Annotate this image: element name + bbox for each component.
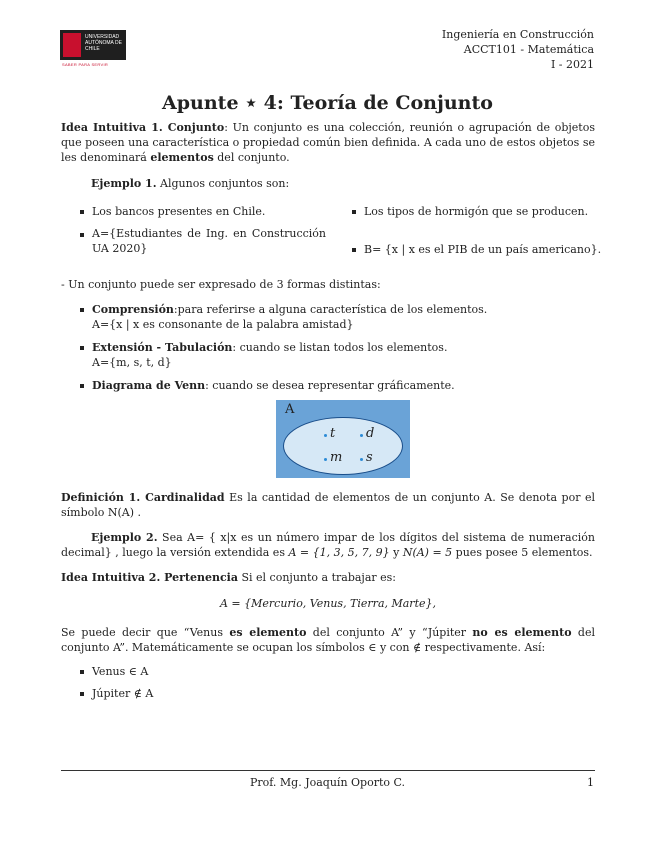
ejemplo-1-intro: Ejemplo 1. Algunos conjuntos son: xyxy=(91,177,290,190)
forma-comprension: Comprensión:para referirse a alguna característica de los elementos. A={x | x es consonante de la palabra amistad} xyxy=(92,303,488,331)
venn-ellipse xyxy=(283,417,403,475)
bullet-icon xyxy=(80,670,84,674)
bullet-icon xyxy=(352,248,356,252)
list-item: Los bancos presentes en Chile. xyxy=(92,205,266,218)
forma-venn: Diagrama de Venn: cuando se desea representar gráficamente. xyxy=(92,379,455,392)
venn-element: d xyxy=(366,426,375,441)
formas-intro: - Un conjunto puede ser expresado de 3 formas distintas: xyxy=(61,278,381,291)
bullet-icon xyxy=(80,346,84,350)
venn-element: t xyxy=(330,426,336,441)
idea-1-label: Idea Intuitiva 1. Conjunto xyxy=(61,121,225,134)
header-line-career: Ingeniería en Construcción xyxy=(441,28,594,41)
bullet-icon xyxy=(80,233,84,237)
venn-point-icon xyxy=(324,458,327,461)
venn-set-label: A xyxy=(285,402,295,417)
header-line-course: ACCT101 - Matemática xyxy=(463,43,594,56)
set-formula: A = {Mercurio, Venus, Tierra, Marte}, xyxy=(219,597,436,610)
idea-1-paragraph: Idea Intuitiva 1. Conjunto: Un conjunto es una colección, reunión o agrupación de objetos que poseen una característica o propiedad común bien definida. A cada uno de estos objetos se les denominará elementos del conjunto. xyxy=(61,121,595,164)
header-line-term: I - 2021 xyxy=(550,58,594,71)
list-item: Venus ∈ A xyxy=(92,665,149,678)
footer-divider xyxy=(61,770,595,771)
list-item: Los tipos de hormigón que se producen. xyxy=(364,205,589,218)
venn-point-icon xyxy=(360,434,363,437)
forma-extension: Extensión - Tabulación: cuando se listan todos los elementos. A={m, s, t, d} xyxy=(92,341,448,369)
venn-element: s xyxy=(366,450,373,465)
definicion-1-paragraph: Definición 1. Cardinalidad Es la cantidad de elementos de un conjunto A. Se denota por el símbolo N(A) . xyxy=(61,491,595,519)
ejemplo-2-paragraph: Ejemplo 2. Sea A= { x|x es un número impar de los dígitos del sistema de numeración decimal} , luego la versión extendida es A = {1, 3, 5, 7, 9} y N(A) = 5 pues posee 5 elementos. xyxy=(61,531,596,559)
page-title: Apunte ⋆ 4: Teoría de Conjunto xyxy=(162,92,493,114)
list-item: Júpiter ∉ A xyxy=(92,687,154,700)
bullet-icon xyxy=(80,210,84,214)
venn-point-icon xyxy=(324,434,327,437)
bullet-icon xyxy=(80,384,84,388)
list-item: B= {x | x es el PIB de un país americano}. xyxy=(364,243,602,256)
page-header xyxy=(442,27,594,72)
list-item: A={Estudiantes de Ing. en Construcción UA 2020} xyxy=(92,227,326,255)
page-number: 1 xyxy=(587,776,594,789)
venn-element: m xyxy=(330,450,343,465)
logo-tagline: SABER PARA SERVIR xyxy=(62,62,109,67)
pertenencia-paragraph: Se puede decir que “Venus es elemento del conjunto A” y “Júpiter no es elemento del conjunto A”. Matemáticamente se ocupan los símbolos ∈ y con ∉ respectivamente. Así: xyxy=(61,626,595,654)
bullet-icon xyxy=(80,692,84,696)
idea-2-paragraph: Idea Intuitiva 2. Pertenencia Si el conjunto a trabajar es: xyxy=(61,571,397,584)
venn-point-icon xyxy=(360,458,363,461)
shield-icon xyxy=(63,33,81,57)
logo-text: UNIVERSIDAD AUTÓNOMA DE CHILE xyxy=(85,34,122,52)
venn-diagram xyxy=(276,400,410,478)
university-logo xyxy=(60,30,130,70)
bullet-icon xyxy=(80,308,84,312)
bullet-icon xyxy=(352,210,356,214)
footer-author: Prof. Mg. Joaquín Oporto C. xyxy=(249,776,406,789)
